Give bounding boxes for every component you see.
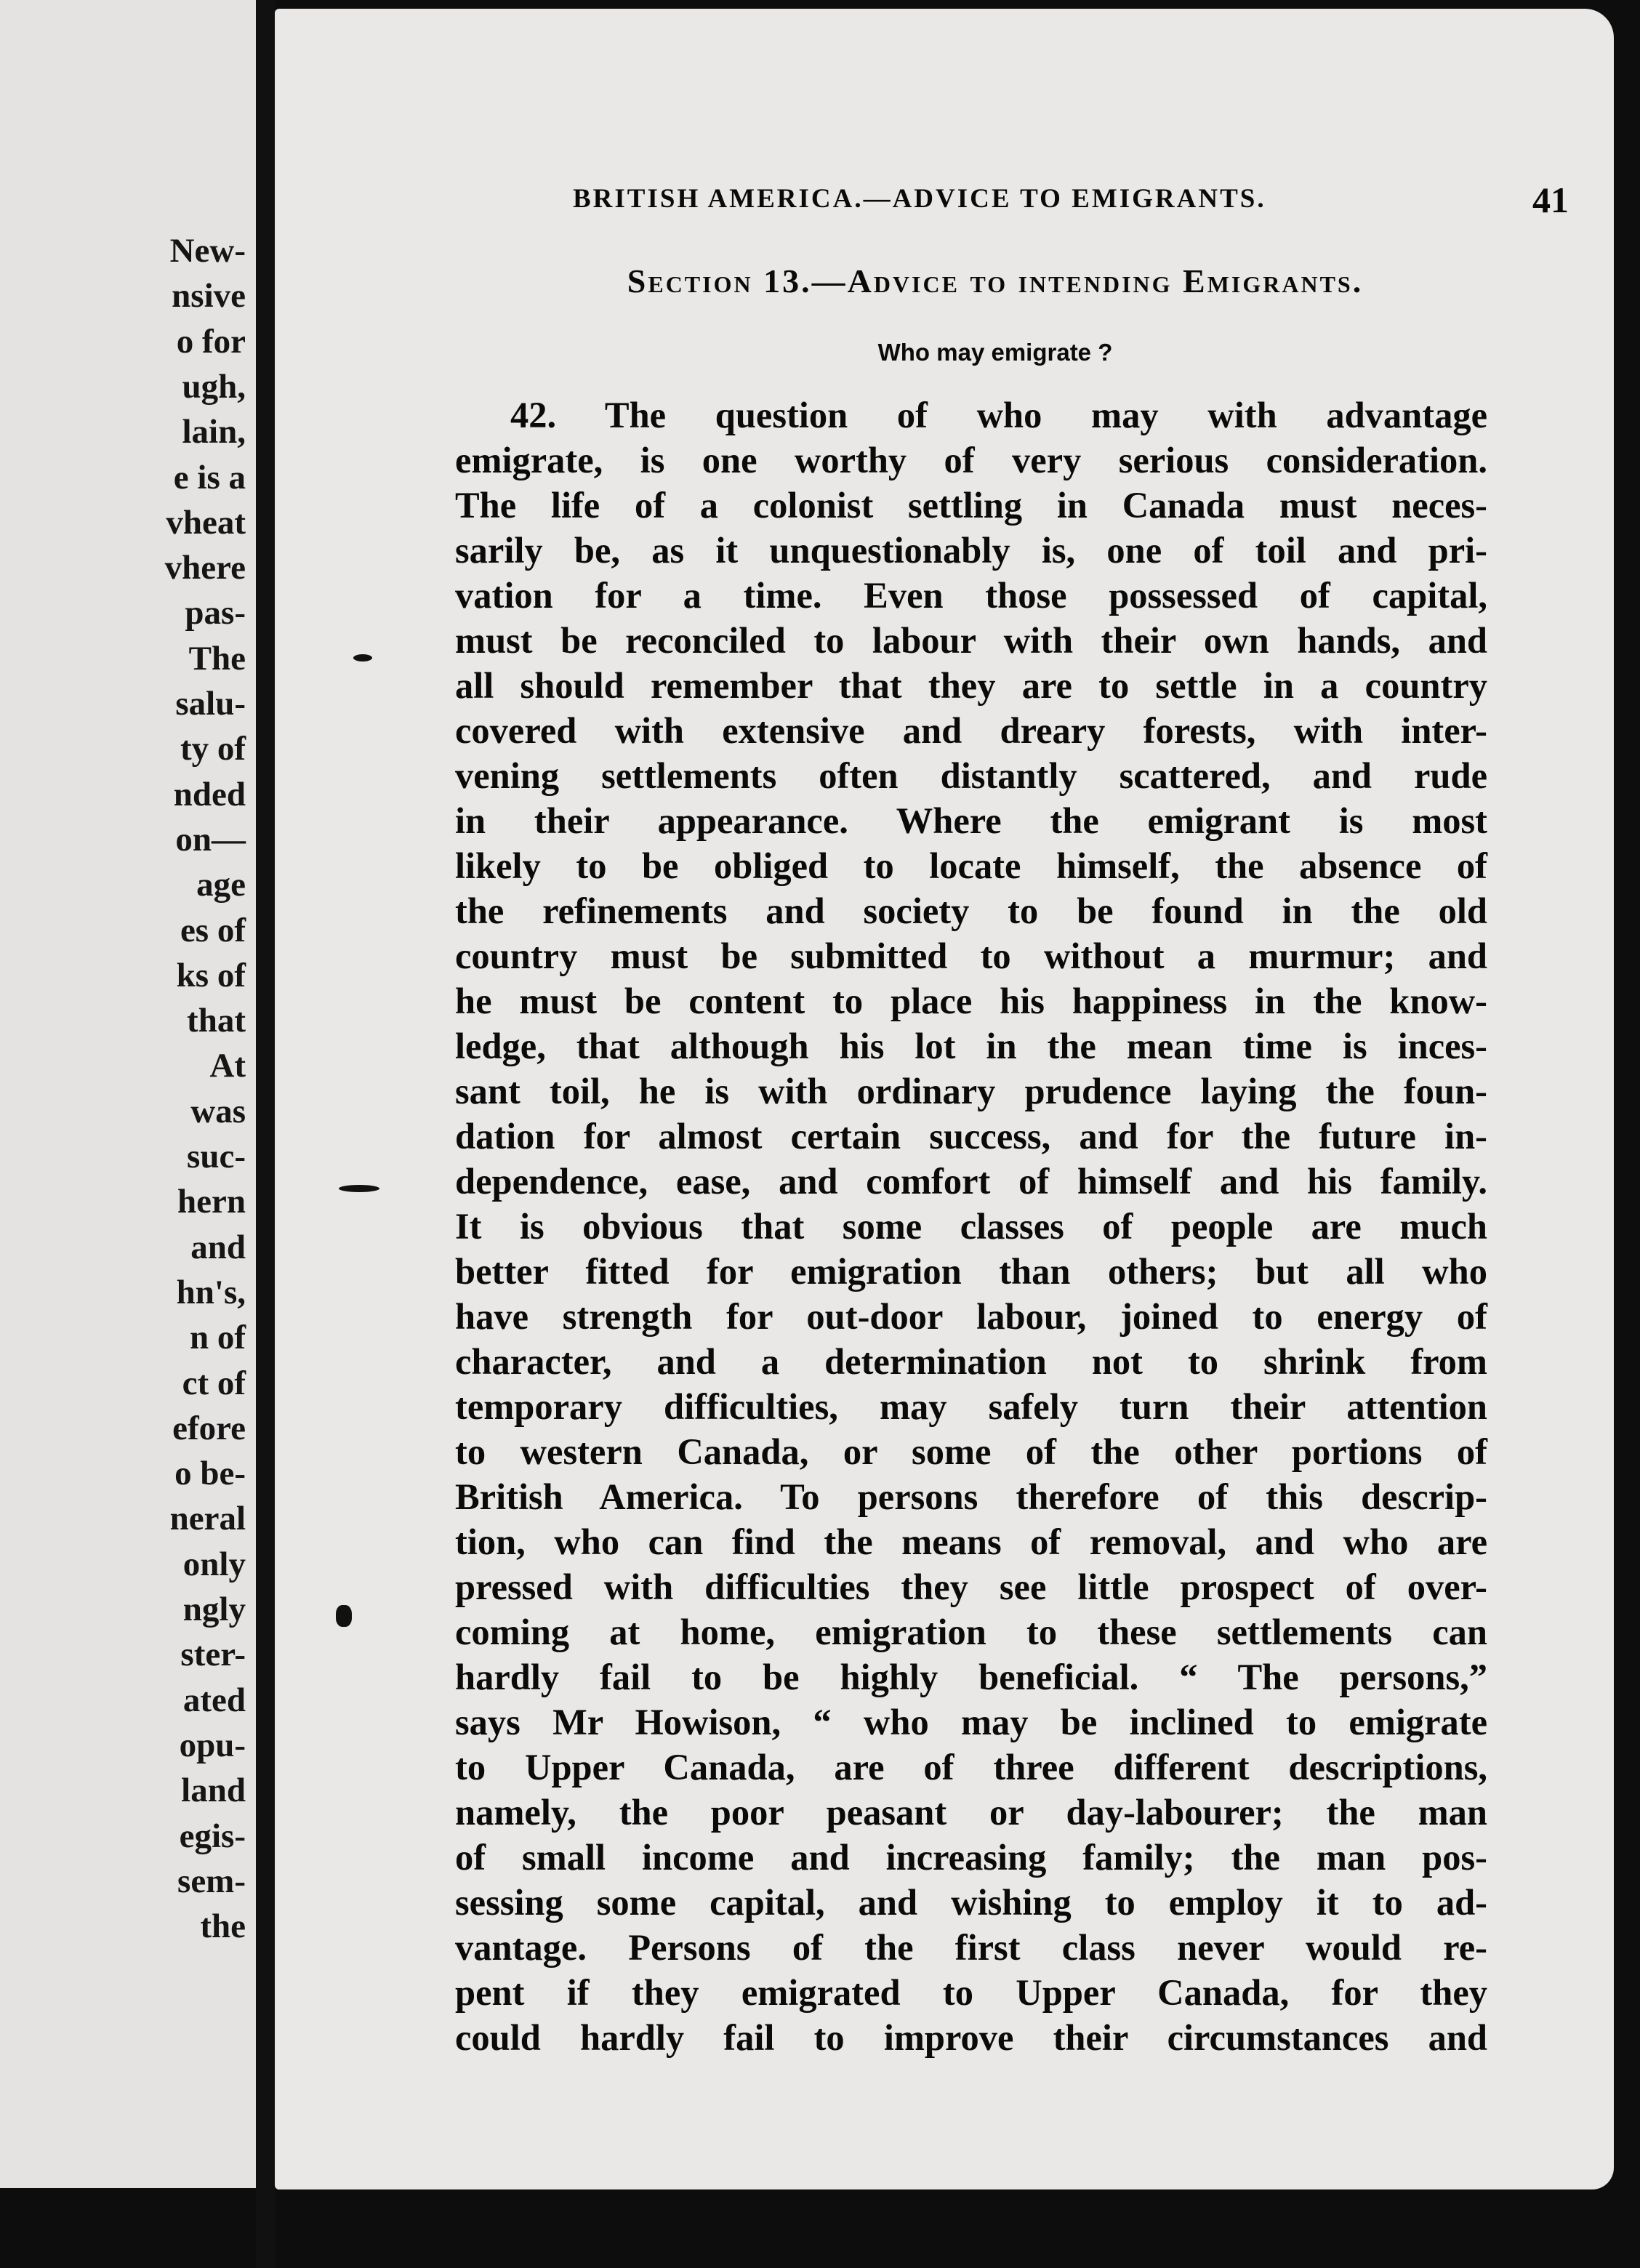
left-page-line-fragment: ty of (180, 730, 246, 768)
text-line: temporary difficulties, may safely turn their attention (455, 1386, 1487, 1427)
left-page-line-fragment: salu- (175, 685, 246, 723)
margin-smudge (353, 654, 372, 662)
text-line: tion, who can find the means of removal, and who are (455, 1521, 1487, 1562)
subheading: Who may emigrate ? (877, 339, 1113, 366)
left-page-line-fragment: The (188, 639, 246, 677)
main-page (275, 9, 1614, 2189)
text-line: sessing some capital, and wishing to employ it to ad- (455, 1882, 1487, 1923)
text-line: namely, the poor peasant or day-labourer; the man (455, 1792, 1487, 1833)
text-line: likely to be obliged to locate himself, the absence of (455, 845, 1487, 886)
left-page-line-fragment: es of (180, 911, 246, 949)
left-page-line-fragment: and (190, 1228, 246, 1266)
running-head (573, 180, 1569, 227)
left-page-line-fragment: nsive (172, 277, 246, 315)
text-line: pent if they emigrated to Upper Canada, for they (455, 1972, 1487, 2013)
left-page-line-fragment: egis- (179, 1817, 246, 1855)
text-line: he must be content to place his happiness in the know- (455, 981, 1487, 1021)
text-line: character, and a determination not to shrink from (455, 1341, 1487, 1382)
left-page-line-fragment: vhere (164, 549, 246, 587)
left-page-line-fragment: hern (177, 1183, 246, 1221)
text-line: the refinements and society to be found in the old (455, 890, 1487, 931)
text-line: vening settlements often distantly scattered, and rude (455, 755, 1487, 796)
left-page-line-fragment: o be- (174, 1455, 246, 1493)
text-line: better fitted for emigration than others; but all who (455, 1251, 1487, 1292)
text-line: all should remember that they are to settle in a country (455, 665, 1487, 706)
text-line: in their appearance. Where the emigrant is most (455, 800, 1487, 841)
margin-smudge (339, 1185, 379, 1192)
text-line: country must be submitted to without a murmur; and (455, 936, 1487, 976)
left-page-line-fragment: hn's, (176, 1273, 246, 1311)
left-page-line-fragment: ugh, (182, 367, 246, 406)
text-line: British America. To persons therefore of this descrip- (455, 1476, 1487, 1517)
left-page-line-fragment: only (182, 1545, 246, 1583)
left-page-line-fragment: e is a (173, 458, 246, 496)
left-page-line-fragment: ct of (182, 1364, 246, 1402)
left-page-line-fragment: ngly (182, 1591, 246, 1628)
section-heading: Section 13.—Advice to intending Emigrants. (627, 262, 1364, 299)
left-page-line-fragment: vheat (166, 503, 246, 542)
text-line: to Upper Canada, are of three different descriptions, (455, 1747, 1487, 1788)
running-head-title: BRITISH AMERICA.—ADVICE TO EMIGRANTS. (573, 184, 1266, 214)
left-page-line-fragment: age (196, 866, 246, 904)
text-line: The life of a colonist settling in Canada must neces- (455, 485, 1487, 526)
left-page-line-fragment: sem- (177, 1862, 246, 1900)
left-page-line-fragment: At (209, 1047, 246, 1085)
text-line: must be reconciled to labour with their own hands, and (455, 620, 1487, 661)
text-line: emigrate, is one worthy of very serious consideration. (455, 440, 1487, 480)
text-line: says Mr Howison, “ who may be inclined to emigrate (455, 1702, 1487, 1742)
left-page-line-fragment: ated (182, 1681, 246, 1719)
body-paragraph (455, 393, 1487, 2060)
text-line: have strength for out-door labour, joined to energy of (455, 1296, 1487, 1337)
page-gutter (256, 0, 275, 2268)
text-line: sant toil, he is with ordinary prudence laying the foun- (455, 1071, 1487, 1111)
left-page-line-fragment: neral (169, 1500, 246, 1538)
left-page-line-fragment: that (187, 1002, 246, 1040)
left-page-line-fragment: New- (169, 232, 246, 270)
text-line: covered with extensive and dreary forests, with inter- (455, 710, 1487, 751)
text-line: could hardly fail to improve their circumstances and (455, 2017, 1487, 2058)
left-page-line-fragment: nded (173, 775, 246, 813)
left-page-line-fragment: o for (176, 322, 246, 361)
left-page-line-fragment: was (190, 1092, 246, 1130)
text-line: ledge, that although his lot in the mean time is inces- (455, 1026, 1487, 1066)
text-line: of small income and increasing family; the man pos- (455, 1837, 1487, 1878)
text-line: vantage. Persons of the first class never would re- (455, 1927, 1487, 1968)
left-page-line-fragment: land (181, 1772, 246, 1810)
text-line: vation for a time. Even those possessed of capital, (455, 575, 1487, 616)
left-page-line-fragment: n of (189, 1319, 246, 1357)
text-line: 42. The question of who may with advantage (510, 395, 1487, 435)
left-page-line-fragment: lain, (182, 413, 246, 451)
text-line: sarily be, as it unquestionably is, one of toil and pri- (455, 530, 1487, 571)
left-page-line-fragment: suc- (187, 1138, 246, 1175)
left-page-line-fragment: ster- (180, 1636, 246, 1674)
text-line: hardly fail to be highly beneficial. “ The persons,” (455, 1657, 1487, 1697)
text-line: to western Canada, or some of the other portions of (455, 1431, 1487, 1472)
left-page-line-fragment: the (200, 1907, 246, 1946)
text-line: coming at home, emigration to these settlements can (455, 1612, 1487, 1652)
left-facing-page (0, 0, 256, 2188)
left-page-line-fragment: efore (172, 1409, 246, 1447)
left-page-line-fragment: ks of (176, 956, 246, 994)
page-number: 41 (1532, 180, 1569, 220)
margin-smudge (336, 1605, 352, 1627)
text-line: pressed with difficulties they see little prospect of over- (455, 1567, 1487, 1607)
left-page-line-fragment: opu- (179, 1726, 246, 1764)
text-line: dation for almost certain success, and for the future in- (455, 1116, 1487, 1157)
text-line: It is obvious that some classes of people are much (455, 1206, 1487, 1247)
left-page-line-fragment: on— (175, 820, 246, 858)
left-page-line-fragment: pas- (185, 594, 246, 632)
text-line: dependence, ease, and comfort of himself and his family. (455, 1161, 1487, 1202)
